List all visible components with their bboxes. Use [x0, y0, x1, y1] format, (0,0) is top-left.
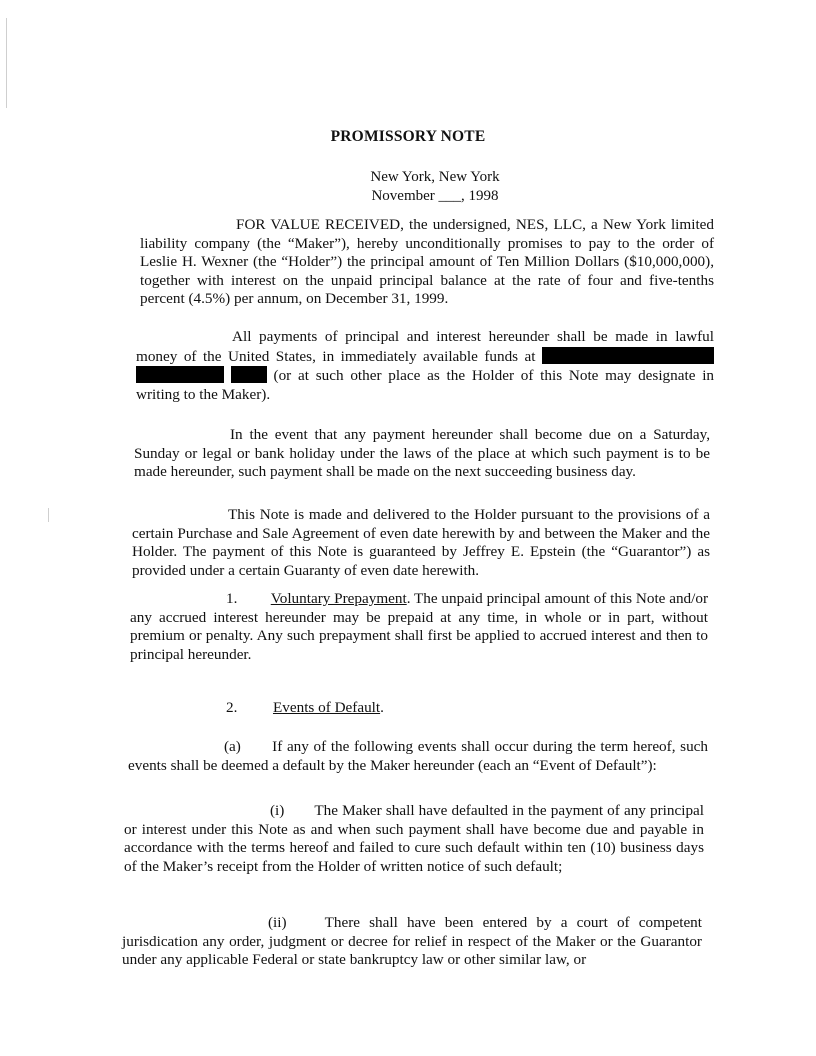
- paragraph-delivery: This Note is made and delivered to the Holder pursuant to the provisions of a certain Purchase and Sale Agreement of even date herewith by and between the Maker and the Holder. The payment of this Note is guaranteed by Jeffrey E. Epstein (the “Guarantor”) as provided under a certain Guaranty of even date herewith.: [132, 506, 710, 579]
- clause-i: [124, 802, 704, 876]
- clause-i-text: The Maker shall have defaulted in the payment of any principal or interest under this Note as and when such payment shall have become due and payable in accordance with the terms hereof and failed to cure such default within ten (10) business days of the Maker’s receipt from the Holder of written notice of such default;: [124, 802, 704, 875]
- section-2-number: 2.: [226, 699, 238, 716]
- document-title: PROMISSORY NOTE: [330, 128, 486, 145]
- section-2-heading-period: .: [380, 699, 384, 716]
- redaction-bar: [542, 347, 714, 364]
- scan-edge-mark: [6, 18, 7, 108]
- section-2-heading: Events of Default: [272, 699, 381, 716]
- date-line: November ___, 1998: [371, 188, 499, 204]
- place-line: New York, New York: [370, 169, 500, 185]
- paragraph-value-received: FOR VALUE RECEIVED, the undersigned, NES, LLC, a New York limited liability company (the “Maker”), hereby unconditionally promises to pay to the order of Leslie H. Wexner (the “Holder”) the principal amount of Ten Million Dollars ($10,000,000), together with interest on the unpaid principal balance at the rate of four and five-tenths percent (4.5%) per annum, on December 31, 1999.: [140, 216, 714, 307]
- subsection-a: [128, 738, 708, 775]
- subsection-a-text: If any of the following events shall occur during the term hereof, such events shall be deemed a default by the Maker hereunder (each an “Event of Default”):: [128, 738, 708, 774]
- clause-ii-label: (ii): [268, 914, 287, 931]
- redaction-bar: [231, 366, 267, 383]
- clause-ii: [122, 914, 702, 970]
- clause-ii-text: There shall have been entered by a court of competent jurisdication any order, judgment or decree for relief in respect of the Maker or the Guarantor under any applicable Federal or state bankruptcy law or other similar law, or: [122, 914, 702, 968]
- place-and-date: [0, 168, 816, 206]
- paragraph-payments: [136, 328, 714, 404]
- section-1-heading: Voluntary Prepayment: [270, 590, 407, 607]
- section-1-number: 1.: [226, 590, 238, 607]
- subsection-a-label: (a): [224, 738, 241, 755]
- payments-text-before: All payments of principal and interest hereunder shall be made in lawful money of the United States, in immediately available funds at: [136, 328, 714, 365]
- section-1-text: . The unpaid principal amount of this Note and/or any accrued interest hereunder may be prepaid at any time, in whole or in part, without premium or penalty. Any such prepayment shall first be applied to accrued interest and then to principal hereunder.: [130, 590, 709, 663]
- paragraph-business-day: In the event that any payment hereunder shall become due on a Saturday, Sunday or legal or bank holiday under the laws of the place at which such payment is to be made hereunder, such payment shall be made on the next succeeding business day.: [134, 426, 710, 480]
- section-2-heading-line: [226, 699, 384, 717]
- redaction-bar: [136, 366, 224, 383]
- scan-edge-mark: [48, 508, 49, 522]
- clause-i-label: (i): [270, 802, 285, 819]
- payments-text-after: (or at such other place as the Holder of this Note may designate in writing to the Maker).: [136, 367, 715, 403]
- section-1-voluntary-prepayment: [130, 590, 708, 664]
